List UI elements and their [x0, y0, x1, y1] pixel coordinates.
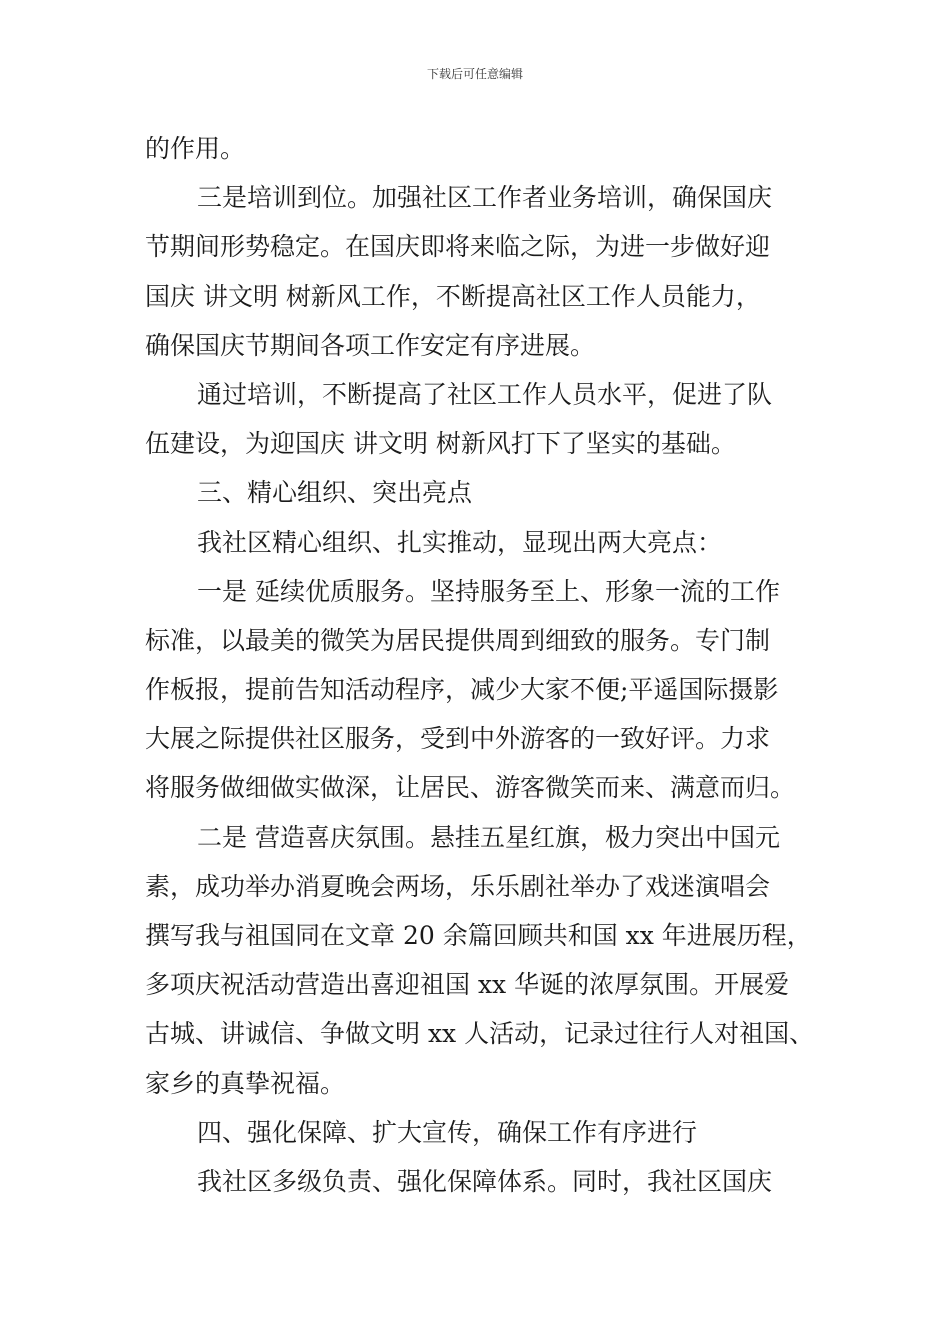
text-line: 将服务做细做实做深，让居民、游客微笑而来、满意而归。 — [145, 773, 796, 803]
text-line: 素，成功举办消夏晚会两场，乐乐剧社举办了戏迷演唱会 — [145, 871, 771, 901]
document-body — [145, 124, 835, 1206]
text-line: 国庆 讲文明 树新风工作，不断提高社区工作人员能力， — [145, 281, 761, 311]
section-heading: 三、精心组织、突出亮点 — [197, 478, 473, 508]
text-line: 我社区精心组织、扎实推动，显现出两大亮点： — [197, 527, 723, 557]
text-line: 标准，以最美的微笑为居民提供周到细致的服务。专门制 — [145, 625, 771, 655]
text-line: 撰写我与祖国同在文章 20 余篇回顾共和国 xx 年进展历程， — [145, 921, 812, 950]
text-line: 一是 延续优质服务。坚持服务至上、形象一流的工作 — [197, 576, 780, 606]
text-line: 古城、讲诚信、争做文明 xx 人活动，记录过往行人对祖国、 — [145, 1019, 815, 1049]
page-header: 下载后可任意编辑 — [426, 67, 523, 81]
text-line: 三是培训到位。加强社区工作者业务培训，确保国庆 — [197, 183, 773, 213]
text-line: 确保国庆节期间各项工作安定有序进展。 — [145, 330, 596, 360]
text-line: 家乡的真挚祝福。 — [145, 1068, 346, 1098]
text-line: 多项庆祝活动营造出喜迎祖国 xx 华诞的浓厚氛围。开展爱 — [145, 970, 790, 1000]
text-line: 我社区多级负责、强化保障体系。同时，我社区国庆 — [197, 1166, 773, 1196]
text-line: 节期间形势稳定。在国庆即将来临之际，为进一步做好迎 — [145, 232, 771, 262]
text-line: 的作用。 — [145, 134, 246, 163]
text-line: 大展之际提供社区服务，受到中外游客的一致好评。力求 — [145, 724, 771, 754]
text-line: 伍建设，为迎国庆 讲文明 树新风打下了坚实的基础。 — [145, 429, 736, 459]
text-line: 二是 营造喜庆氛围。悬挂五星红旗，极力突出中国元 — [197, 822, 780, 852]
text-line: 作板报，提前告知活动程序，减少大家不便;平遥国际摄影 — [145, 675, 779, 705]
text-line: 通过培训，不断提高了社区工作人员水平，促进了队 — [197, 379, 773, 409]
section-heading: 四、强化保障、扩大宣传，确保工作有序进行 — [197, 1117, 698, 1147]
